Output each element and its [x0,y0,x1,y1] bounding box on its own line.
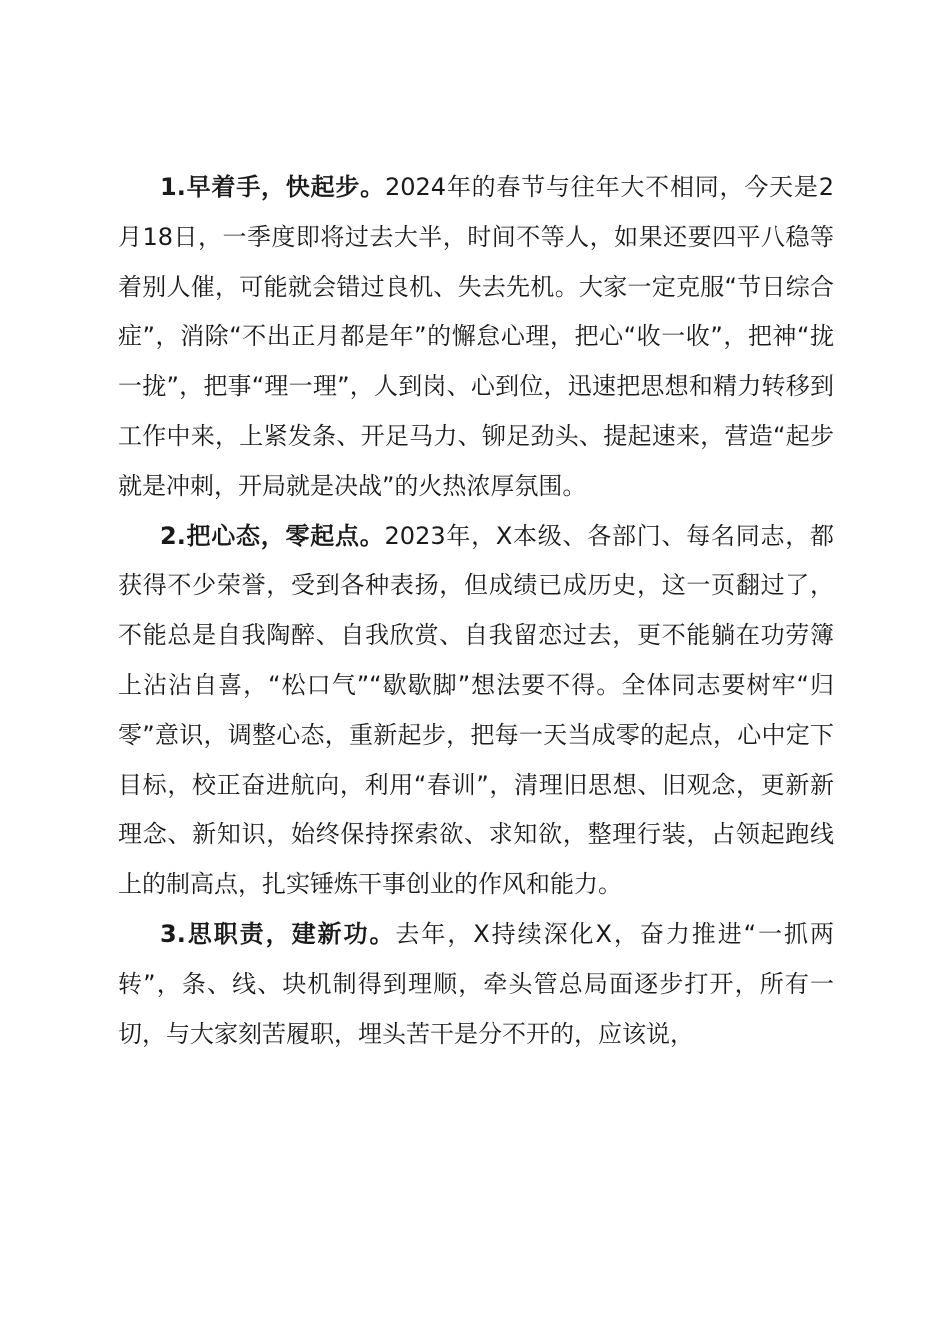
paragraph-heading: 3.思职责，建新功。 [160,919,396,948]
paragraph-body: 2023年，X本级、各部门、每名同志，都获得不少荣誉，受到各种表扬，但成绩已成历史，这一页翻过了，不能总是自我陶醉、自我欣赏、自我留恋过去，更不能躺在功劳簿上沾沾自喜，“松口气”“歇歇脚”想法要不得。全体同志要树牢“归零”意识，调整心态，重新起步，把每一天当成零的起点，心中定下目标，校正奋进航向，利用“春训”，清理旧思想、旧观念，更新新理念、新知识，始终保持探索欲、求知欲，整理行装，占领起跑线上的制高点，扎实锤炼干事创业的作风和能力。 [118,521,834,899]
paragraph-1 [118,163,834,512]
paragraph-body: 去年，X持续深化X，奋力推进“一抓两转”，条、线、块机制得到理顺，牵头管总局面逐步打开，所有一切，与大家刻苦履职，埋头苦干是分不开的，应该说， [118,919,834,1048]
paragraph-body: 2024年的春节与往年大不相同，今天是2月18日，一季度即将过去大半，时间不等人，如果还要四平八稳等着别人催，可能就会错过良机、失去先机。大家一定克服“节日综合症”，消除“不出正月都是年”的懈怠心理，把心“收一收”，把神“拢一拢”，把事“理一理”，人到岗、心到位，迅速把思想和精力转移到工作中来，上紧发条、开足马力、铆足劲头、提起速来，营造“起步就是冲刺，开局就是决战”的火热浓厚氛围。 [118,173,834,500]
paragraph-3 [118,910,834,1059]
document-page [118,163,834,1059]
paragraph-2 [118,512,834,910]
paragraph-heading: 1.早着手，快起步。 [160,173,385,201]
paragraph-heading: 2.把心态，零起点。 [160,521,385,550]
